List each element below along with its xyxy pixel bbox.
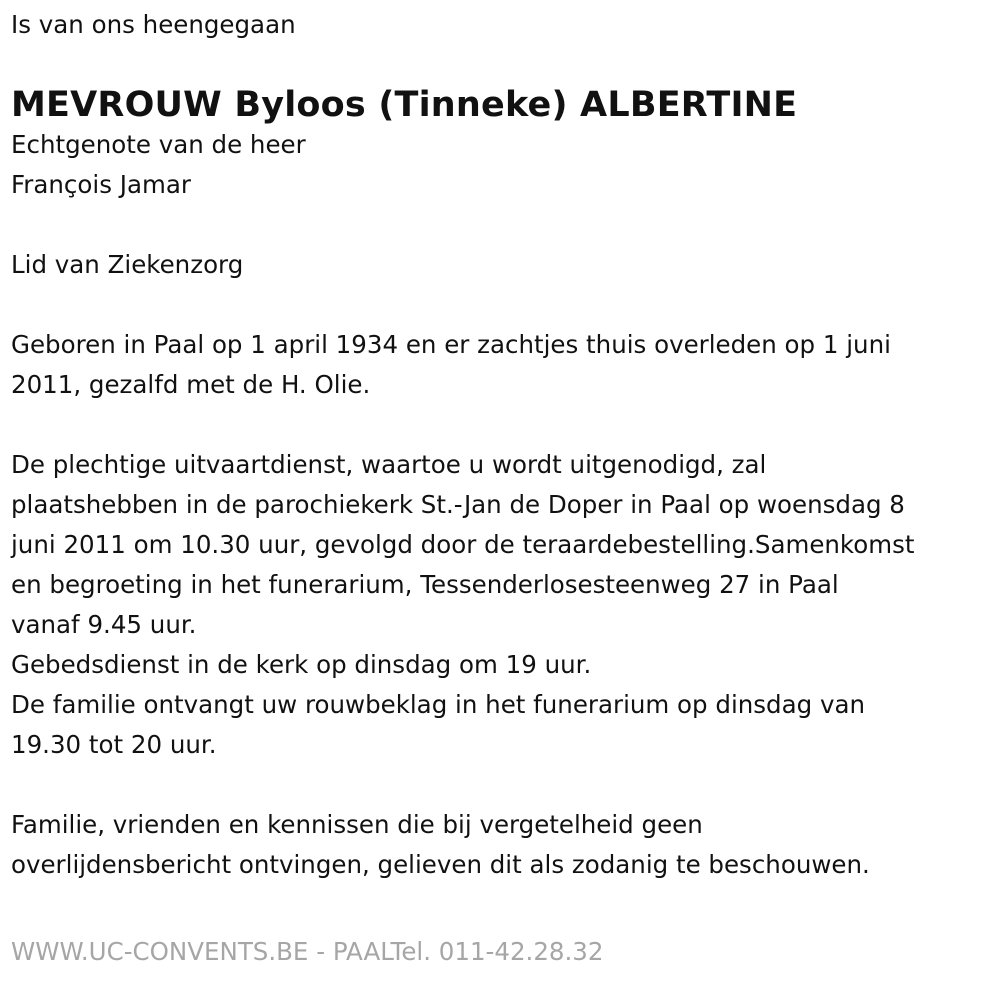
paragraph-line: plaatshebben in de parochiekerk St.-Jan de Doper in Paal op woensdag 8: [11, 490, 905, 519]
paragraph-line: De plechtige uitvaartdienst, waartoe u wordt uitgenodigd, zal: [11, 450, 767, 479]
closing-paragraph: [11, 805, 986, 885]
paragraph-line: juni 2011 om 10.30 uur, gevolgd door de teraardebestelling.Samenkomst: [11, 530, 915, 559]
birth-death-paragraph: [11, 325, 986, 405]
intro-text: Is van ons heengegaan: [11, 10, 296, 39]
paragraph-line: Familie, vrienden en kennissen die bij vergetelheid geen: [11, 810, 703, 839]
paragraph-line: Gebedsdienst in de kerk op dinsdag om 19 uur.: [11, 650, 592, 679]
paragraph-line: en begroeting in het funerarium, Tessenderlosesteenweg 27 in Paal: [11, 570, 839, 599]
spouse-info: [11, 125, 986, 205]
paragraph-line: vanaf 9.45 uur.: [11, 610, 197, 639]
spacer: [11, 405, 986, 445]
spacer: [11, 285, 986, 325]
death-notice: [11, 0, 986, 885]
paragraph-line: 19.30 tot 20 uur.: [11, 730, 217, 759]
paragraph-line: De familie ontvangt uw rouwbeklag in het funerarium op dinsdag van: [11, 690, 865, 719]
spacer: [11, 765, 986, 805]
paragraph-line: 2011, gezalfd met de H. Olie.: [11, 370, 371, 399]
spouse-line: François Jamar: [11, 170, 191, 199]
paragraph-line: Geboren in Paal op 1 april 1934 en er zachtjes thuis overleden op 1 juni: [11, 330, 891, 359]
deceased-name: MEVROUW Byloos (Tinneke) ALBERTINE: [11, 85, 798, 125]
footer-contact: WWW.UC-CONVENTS.BE - PAALTel. 011-42.28.32: [11, 937, 604, 966]
funeral-service-paragraph: [11, 445, 986, 765]
paragraph-line: overlijdensbericht ontvingen, gelieven dit als zodanig te beschouwen.: [11, 850, 870, 879]
spacer: [11, 205, 986, 245]
spouse-line: Echtgenote van de heer: [11, 130, 306, 159]
membership-text: Lid van Ziekenzorg: [11, 250, 244, 279]
